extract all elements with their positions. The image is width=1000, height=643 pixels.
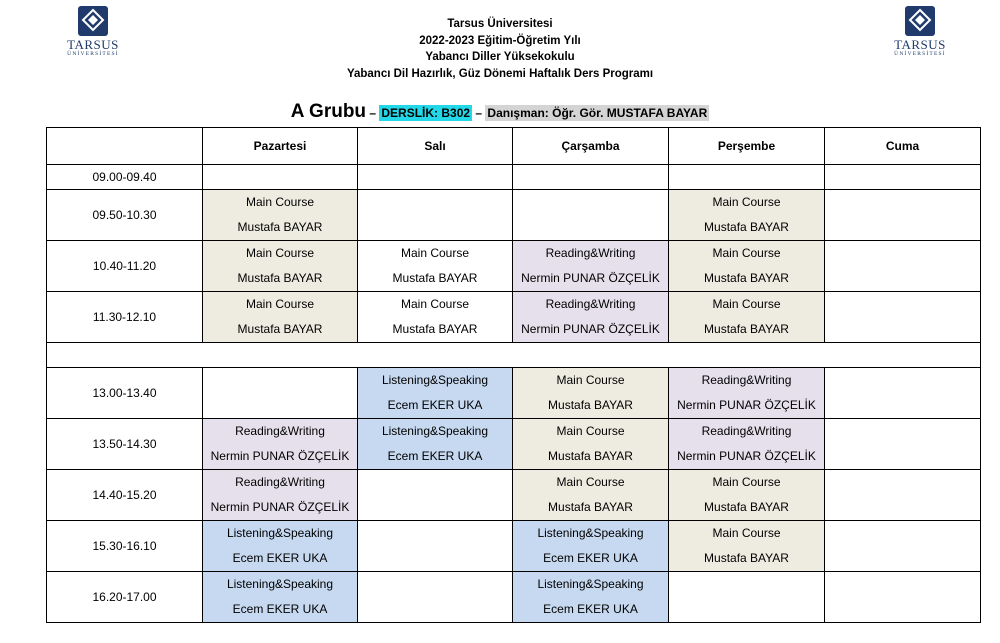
course-name: Reading&Writing: [235, 424, 325, 438]
course-cell: [669, 470, 825, 521]
table-row: [47, 165, 981, 190]
empty-cell: [358, 165, 513, 190]
empty-cell: [203, 368, 358, 419]
course-name: Main Course: [556, 373, 625, 387]
day-header: Çarşamba: [513, 128, 669, 165]
course-name: Reading&Writing: [701, 424, 792, 438]
course-name: Reading&Writing: [701, 373, 792, 387]
course-cell: [669, 241, 825, 292]
course-cell: [513, 521, 669, 572]
table-row: [47, 190, 981, 241]
teacher-name: Ecem EKER UKA: [232, 602, 328, 616]
course-name: Main Course: [712, 526, 781, 540]
time-slot-cell: 14.40-15.20: [47, 470, 203, 521]
empty-cell: [513, 165, 669, 190]
course-cell: [203, 292, 358, 343]
table-row: [47, 521, 981, 572]
header-program-title: Yabancı Dil Hazırlık, Güz Dönemi Haftalık Ders Programı: [346, 67, 654, 80]
teacher-name: Mustafa BAYAR: [392, 322, 478, 336]
empty-cell: [825, 292, 981, 343]
empty-cell: [513, 190, 669, 241]
time-slot-cell: 13.50-14.30: [47, 419, 203, 470]
course-name: Listening&Speaking: [381, 424, 489, 438]
empty-cell: [203, 165, 358, 190]
time-slot-cell: 09.00-09.40: [47, 165, 203, 190]
university-emblem-icon: [905, 6, 935, 36]
course-name: Main Course: [712, 195, 781, 209]
teacher-name: Mustafa BAYAR: [237, 271, 323, 285]
day-header: Salı: [358, 128, 513, 165]
course-cell: [669, 521, 825, 572]
course-cell: [203, 190, 358, 241]
separator: –: [366, 106, 380, 120]
course-name: Main Course: [245, 195, 315, 209]
teacher-name: Nermin PUNAR ÖZÇELİK: [210, 500, 350, 514]
university-logo-left: [53, 6, 133, 58]
logo-name: TARSUS: [67, 37, 119, 52]
header-academic-year: 2022-2023 Eğitim-Öğretim Yılı: [419, 34, 581, 47]
course-name: Main Course: [556, 424, 625, 438]
table-row: [47, 419, 981, 470]
teacher-name: Mustafa BAYAR: [704, 500, 789, 514]
teacher-name: Ecem EKER UKA: [387, 449, 483, 463]
classroom-label: DERSLİK: B302: [381, 106, 471, 120]
day-header: Cuma: [825, 128, 981, 165]
empty-cell: [669, 165, 825, 190]
course-cell: [513, 241, 669, 292]
table-row: [47, 241, 981, 292]
table-header-row: [47, 128, 981, 165]
empty-cell: [825, 190, 981, 241]
course-name: Main Course: [712, 246, 781, 260]
teacher-name: Nermin PUNAR ÖZÇELİK: [677, 398, 816, 412]
course-name: Reading&Writing: [545, 246, 636, 260]
lunch-break-row: [47, 343, 981, 368]
empty-cell: [358, 521, 513, 572]
teacher-name: Mustafa BAYAR: [548, 449, 633, 463]
course-name: Main Course: [400, 297, 470, 311]
course-cell: [358, 368, 513, 419]
course-cell: [203, 419, 358, 470]
logo-subname: ÜNİVERSİTESİ: [67, 51, 119, 57]
empty-cell: [358, 470, 513, 521]
teacher-name: Ecem EKER UKA: [232, 551, 328, 565]
teacher-name: Ecem EKER UKA: [543, 551, 638, 565]
table-row: [47, 572, 981, 623]
course-name: Listening&Speaking: [537, 526, 644, 540]
group-heading: [0, 101, 1000, 123]
empty-cell: [669, 572, 825, 623]
teacher-name: Nermin PUNAR ÖZÇELİK: [677, 449, 816, 463]
course-cell: [669, 368, 825, 419]
header-school: Yabancı Diller Yüksekokulu: [425, 51, 575, 63]
time-slot-cell: 11.30-12.10: [47, 292, 203, 343]
course-cell: [358, 419, 513, 470]
empty-cell: [825, 165, 981, 190]
course-cell: [669, 419, 825, 470]
empty-cell: [825, 419, 981, 470]
course-cell: [358, 241, 513, 292]
empty-cell: [825, 470, 981, 521]
empty-cell: [825, 241, 981, 292]
course-cell: [358, 292, 513, 343]
teacher-name: Mustafa BAYAR: [237, 220, 323, 234]
course-cell: [513, 419, 669, 470]
course-cell: [203, 521, 358, 572]
empty-cell: [825, 368, 981, 419]
header-university: Tarsus Üniversitesi: [447, 18, 553, 30]
separator: –: [472, 106, 486, 120]
course-cell: [669, 292, 825, 343]
course-name: Main Course: [245, 297, 315, 311]
teacher-name: Mustafa BAYAR: [704, 220, 789, 234]
teacher-name: Mustafa BAYAR: [704, 271, 789, 285]
day-header: Pazartesi: [203, 128, 358, 165]
teacher-name: Nermin PUNAR ÖZÇELİK: [521, 322, 660, 336]
time-slot-cell: 15.30-16.10: [47, 521, 203, 572]
course-name: Main Course: [556, 475, 625, 489]
course-name: Listening&Speaking: [226, 526, 334, 540]
course-cell: [513, 368, 669, 419]
document-header: [250, 16, 750, 82]
course-cell: [513, 572, 669, 623]
empty-cell: [825, 572, 981, 623]
teacher-name: Nermin PUNAR ÖZÇELİK: [210, 449, 350, 463]
time-slot-cell: 10.40-11.20: [47, 241, 203, 292]
time-slot-cell: 13.00-13.40: [47, 368, 203, 419]
university-logo-right: [880, 6, 960, 58]
teacher-name: Mustafa BAYAR: [548, 500, 633, 514]
time-slot-cell: 16.20-17.00: [47, 572, 203, 623]
teacher-name: Ecem EKER UKA: [543, 602, 638, 616]
course-name: Reading&Writing: [235, 475, 325, 489]
course-cell: [203, 241, 358, 292]
empty-cell: [825, 521, 981, 572]
course-cell: [513, 292, 669, 343]
course-name: Listening&Speaking: [381, 373, 489, 387]
course-cell: [669, 190, 825, 241]
course-name: Main Course: [712, 475, 781, 489]
university-emblem-icon: [78, 6, 108, 36]
teacher-name: Mustafa BAYAR: [237, 322, 323, 336]
logo-subname: ÜNİVERSİTESİ: [894, 51, 946, 57]
logo-name: TARSUS: [894, 37, 946, 52]
empty-cell: [358, 190, 513, 241]
teacher-name: Nermin PUNAR ÖZÇELİK: [521, 271, 660, 285]
course-cell: [513, 470, 669, 521]
empty-cell: [358, 572, 513, 623]
table-row: [47, 292, 981, 343]
course-name: Main Course: [245, 246, 315, 260]
course-name: Main Course: [712, 297, 781, 311]
teacher-name: Mustafa BAYAR: [704, 551, 789, 565]
course-name: Listening&Speaking: [226, 577, 334, 591]
course-cell: [203, 572, 358, 623]
teacher-name: Mustafa BAYAR: [548, 398, 633, 412]
teacher-name: Ecem EKER UKA: [387, 398, 483, 412]
teacher-name: Mustafa BAYAR: [392, 271, 478, 285]
course-cell: [203, 470, 358, 521]
course-name: Main Course: [400, 246, 470, 260]
weekly-schedule-table: [46, 127, 981, 623]
course-name: Reading&Writing: [545, 297, 636, 311]
teacher-name: Mustafa BAYAR: [704, 322, 789, 336]
table-row: [47, 470, 981, 521]
advisor-label: Danışman: Öğr. Gör. MUSTAFA BAYAR: [487, 106, 708, 120]
table-row: [47, 368, 981, 419]
course-name: Listening&Speaking: [537, 577, 644, 591]
time-slot-cell: 09.50-10.30: [47, 190, 203, 241]
break-cell: [47, 343, 981, 368]
group-title: A Grubu: [290, 101, 367, 122]
corner-cell: [47, 128, 203, 165]
day-header: Perşembe: [669, 128, 825, 165]
